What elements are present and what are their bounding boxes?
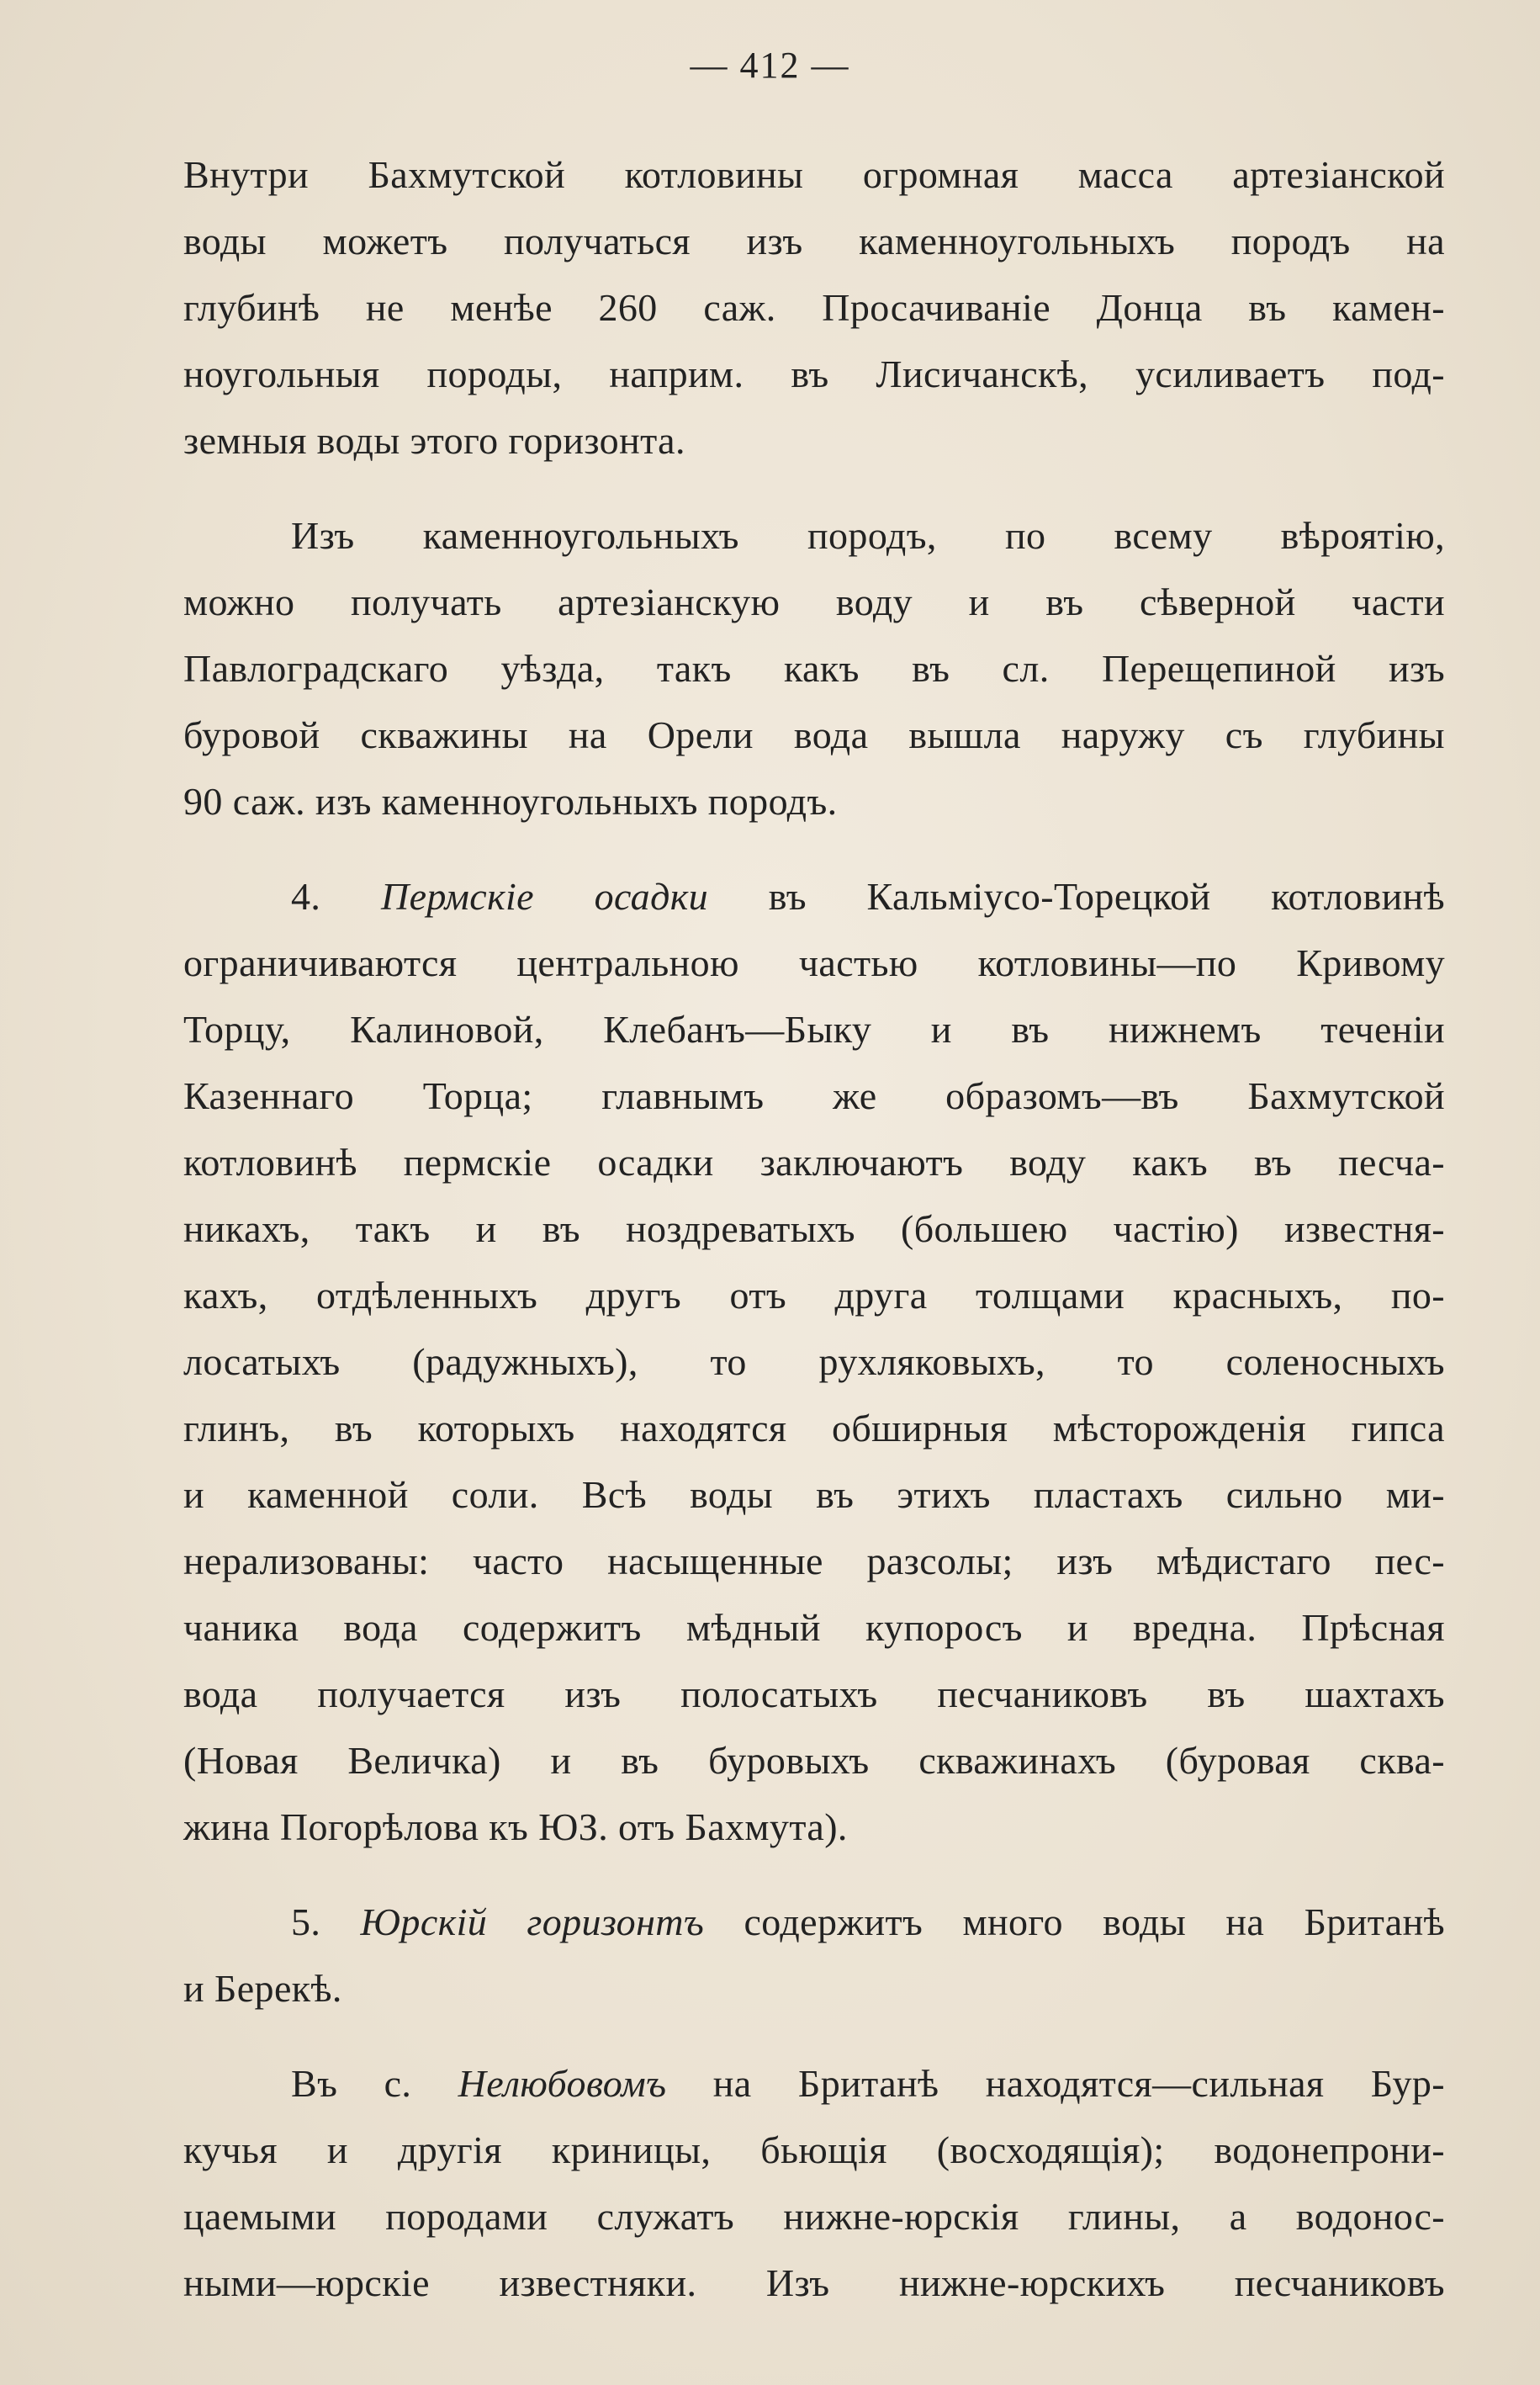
section-lead-text: содержитъ много воды на Британѣ [704, 1900, 1445, 1943]
text-line: никахъ, такъ и въ ноздреватыхъ (большею частію) известня- [183, 1207, 1445, 1250]
text-line: Павлоградскаго уѣзда, такъ какъ въ сл. Перещепиной изъ [183, 647, 1445, 690]
paragraph-gap [183, 474, 1445, 502]
body-text [183, 141, 1445, 2316]
section-number: 5. [291, 1900, 361, 1943]
text-line: котловинѣ пермскіе осадки заключаютъ воду какъ въ песча- [183, 1141, 1445, 1184]
text-line: нерализованы: часто насыщенные разсолы; изъ мѣдистаго пес- [183, 1540, 1445, 1582]
paragraph-3 [183, 863, 1445, 1860]
text-line-heading [183, 2050, 1445, 2117]
text-line: жина Погорѣлова къ ЮЗ. отъ Бахмута). [183, 1805, 848, 1848]
paragraph-gap [183, 1860, 1445, 1889]
text-line: глубинѣ не менѣе 260 саж. Просачиваніе Донца въ камен- [183, 286, 1445, 329]
text-line: земныя воды этого горизонта. [183, 419, 685, 462]
text-line: Изъ каменноугольныхъ породъ, по всему вѣроятію, [291, 514, 1445, 557]
paragraph-2 [183, 502, 1445, 835]
paragraph-5 [183, 2050, 1445, 2316]
text-line: можно получать артезіанскую воду и въ сѣверной части [183, 580, 1445, 623]
text-line: кахъ, отдѣленныхъ другъ отъ друга толщами красныхъ, по- [183, 1274, 1445, 1317]
text-line: воды можетъ получаться изъ каменноугольныхъ породъ на [183, 220, 1445, 262]
place-name-italic: Нелюбовомъ [458, 2062, 667, 2105]
text-line: 90 саж. изъ каменноугольныхъ породъ. [183, 780, 838, 823]
page-number: — 412 — [690, 45, 850, 86]
text-line: и Берекѣ. [183, 1967, 342, 2010]
text-line-heading [183, 1889, 1445, 1955]
text-line: вода получается изъ полосатыхъ песчаниковъ въ шахтахъ [183, 1672, 1445, 1715]
text-line: чаника вода содержитъ мѣдный купоросъ и вредна. Прѣсная [183, 1606, 1445, 1649]
text-line: Торцу, Калиновой, Клебанъ—Быку и въ нижнемъ теченіи [183, 1008, 1445, 1051]
text-line: (Новая Величка) и въ буровыхъ скважинахъ (буровая сква- [183, 1739, 1445, 1782]
text-line: цаемыми породами служатъ нижне-юрскія глины, а водонос- [183, 2195, 1445, 2238]
text-line: глинъ, въ которыхъ находятся обширныя мѣсторожденія гипса [183, 1407, 1445, 1450]
section-title-italic: Юрскій горизонтъ [360, 1900, 705, 1943]
paragraph-gap [183, 835, 1445, 863]
section-lead-text: въ Кальміусо-Торецкой котловинѣ [708, 875, 1445, 918]
section-title-italic: Пермскіе осадки [380, 875, 709, 918]
paragraph-4 [183, 1889, 1445, 2022]
text-line: Казеннаго Торца; главнымъ же образомъ—въ Бахмутской [183, 1074, 1445, 1117]
paragraph-1 [183, 141, 1445, 474]
text-line: и каменной соли. Всѣ воды въ этихъ пластахъ сильно ми- [183, 1473, 1445, 1516]
text-line: кучья и другія криницы, бьющія (восходящія); водонепрони- [183, 2128, 1445, 2171]
text-line: ограничиваются центральною частью котловины—по Кривому [183, 941, 1445, 984]
text-line: буровой скважины на Орели вода вышла наружу съ глубины [183, 713, 1445, 756]
text-line: ными—юрскіе известняки. Изъ нижне-юрскихъ песчаниковъ [183, 2261, 1445, 2304]
text-line: ноугольныя породы, наприм. въ Лисичанскѣ, усиливаетъ под- [183, 352, 1445, 395]
paragraph-lead: Въ с. [291, 2062, 458, 2105]
text-line-heading [183, 863, 1445, 930]
section-number: 4. [291, 875, 381, 918]
paragraph-lead-rest: на Британѣ находятся—сильная Бур- [666, 2062, 1445, 2105]
text-line: лосатыхъ (радужныхъ), то рухляковыхъ, то соленосныхъ [183, 1340, 1445, 1383]
paragraph-gap [183, 2022, 1445, 2050]
text-line: Внутри Бахмутской котловины огромная масса артезіанской [183, 153, 1445, 196]
